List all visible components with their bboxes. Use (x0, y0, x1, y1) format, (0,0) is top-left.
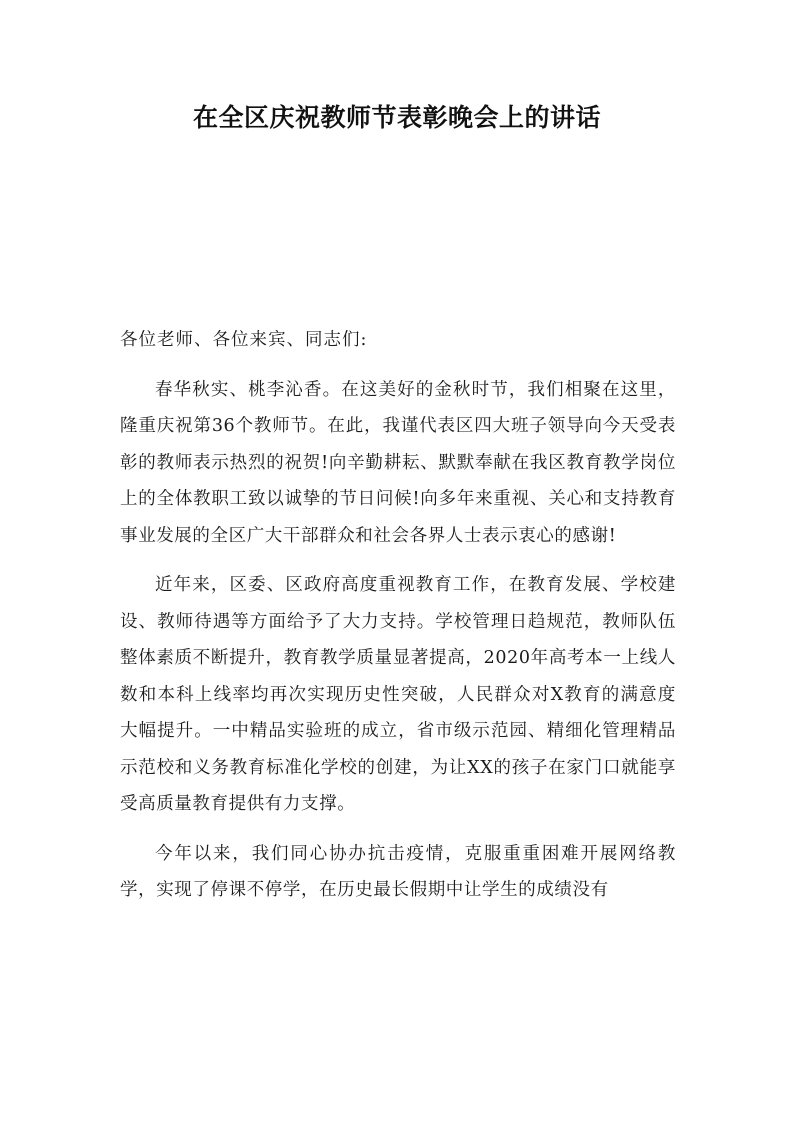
document-title: 在全区庆祝教师节表彰晚会上的讲话 (192, 103, 601, 132)
paragraph-3: 今年以来，我们同心协办抗击疫情，克服重重困难开展网络教学，实现了停课不停学，在历史最长假期中让学生的成绩没有 (120, 843, 676, 900)
salutation: 各位老师、各位来宾、同志们: (120, 330, 368, 350)
document-body (120, 322, 676, 922)
paragraph-1: 春华秋实、桃李沁香。在这美好的金秋时节，我们相聚在这里，隆重庆祝第36个教师节。在此，我谨代表区四大班子领导向今天受表彰的教师表示热烈的祝贺!向辛勤耕耘、默默奉献在我区教育教学岗位上的全体教职工致以诚挚的节日问候!向多年来重视、关心和支持教育事业发展的全区广大干部群众和社会各界人士表示衷心的感谢! (120, 379, 676, 546)
paragraph-2: 近年来，区委、区政府高度重视教育工作，在教育发展、学校建设、教师待遇等方面给予了大力支持。学校管理日趋规范，教师队伍整体素质不断提升，教育教学质量显著提高，2020年高考本一上线人数和本科上线率均再次实现历史性突破，人民群众对X教育的满意度大幅提升。一中精品实验班的成立，省市级示范园、精细化管理精品示范校和义务教育标准化学校的创建，为让XX的孩子在家门口就能享受高质量教育提供有力支撑。 (120, 575, 676, 814)
